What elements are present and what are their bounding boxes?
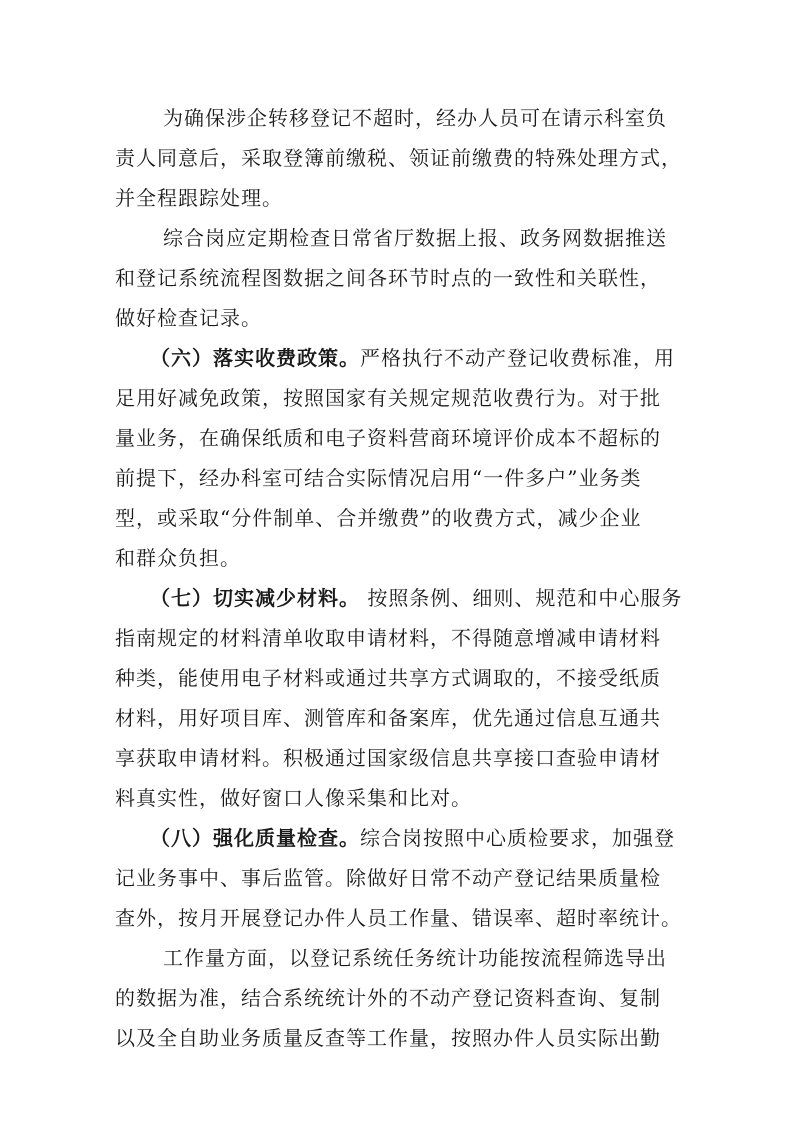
paragraph-line: 工作量方面，以登记系统任务统计功能按流程筛选导出 — [163, 946, 667, 970]
paragraph-line: 型，或采取“分件制单、合并缴费”的收费方式，减少企业 — [115, 506, 642, 530]
section-heading-line — [150, 346, 675, 370]
paragraph-line: 和登记系统流程图数据之间各环节时点的一致性和关联性， — [115, 266, 661, 290]
paragraph-line: 以及全自助业务质量反查等工作量，按照办件人员实际出勤 — [115, 1026, 661, 1050]
paragraph-line: 享获取申请材料。积极通过国家级信息共享接口查验申请材 — [115, 746, 661, 770]
paragraph-line: 查外，按月开展登记办件人员工作量、错误率、超时率统计。 — [115, 906, 682, 930]
section-heading-line — [150, 826, 675, 850]
paragraph-line: 前提下，经办科室可结合实际情况启用“一件多户”业务类 — [115, 466, 642, 490]
paragraph-line: 的数据为准，结合系统统计外的不动产登记资料查询、复制 — [115, 986, 661, 1010]
section-heading-eight-text: 综合岗按照中心质检要求，加强登 — [360, 826, 675, 850]
section-heading-six: （六）落实收费政策。 — [150, 346, 360, 370]
paragraph-line: 种类，能使用电子材料或通过共享方式调取的，不接受纸质 — [115, 666, 661, 690]
paragraph-line: 指南规定的材料清单收取申请材料，不得随意增减申请材料 — [115, 626, 661, 650]
paragraph-line: 并全程跟踪处理。 — [115, 186, 283, 210]
section-heading-eight: （八）强化质量检查。 — [150, 826, 360, 850]
section-heading-seven: （七）切实减少材料。 — [150, 586, 360, 610]
paragraph-line: 材料，用好项目库、测管库和备案库，优先通过信息互通共 — [115, 706, 661, 730]
paragraph-line: 量业务，在确保纸质和电子资料营商环境评价成本不超标的 — [115, 426, 661, 450]
section-heading-six-text: 严格执行不动产登记收费标准，用 — [360, 346, 675, 370]
paragraph-line: 综合岗应定期检查日常省厅数据上报、政务网数据推送 — [163, 226, 667, 250]
paragraph-line: 为确保涉企转移登记不超时，经办人员可在请示科室负 — [163, 106, 667, 130]
paragraph-line: 足用好减免政策，按照国家有关规定规范收费行为。对于批 — [115, 386, 661, 410]
paragraph-line: 做好检查记录。 — [115, 306, 262, 330]
paragraph-line: 记业务事中、事后监管。除做好日常不动产登记结果质量检 — [115, 866, 661, 890]
paragraph-line: 料真实性，做好窗口人像采集和比对。 — [115, 786, 472, 810]
section-heading-seven-text: 按照条例、细则、规范和中心服务 — [360, 586, 683, 610]
paragraph-line: 责人同意后，采取登簿前缴税、领证前缴费的特殊处理方式， — [115, 146, 682, 170]
section-heading-line — [150, 586, 682, 610]
paragraph-line: 和群众负担。 — [115, 546, 241, 570]
